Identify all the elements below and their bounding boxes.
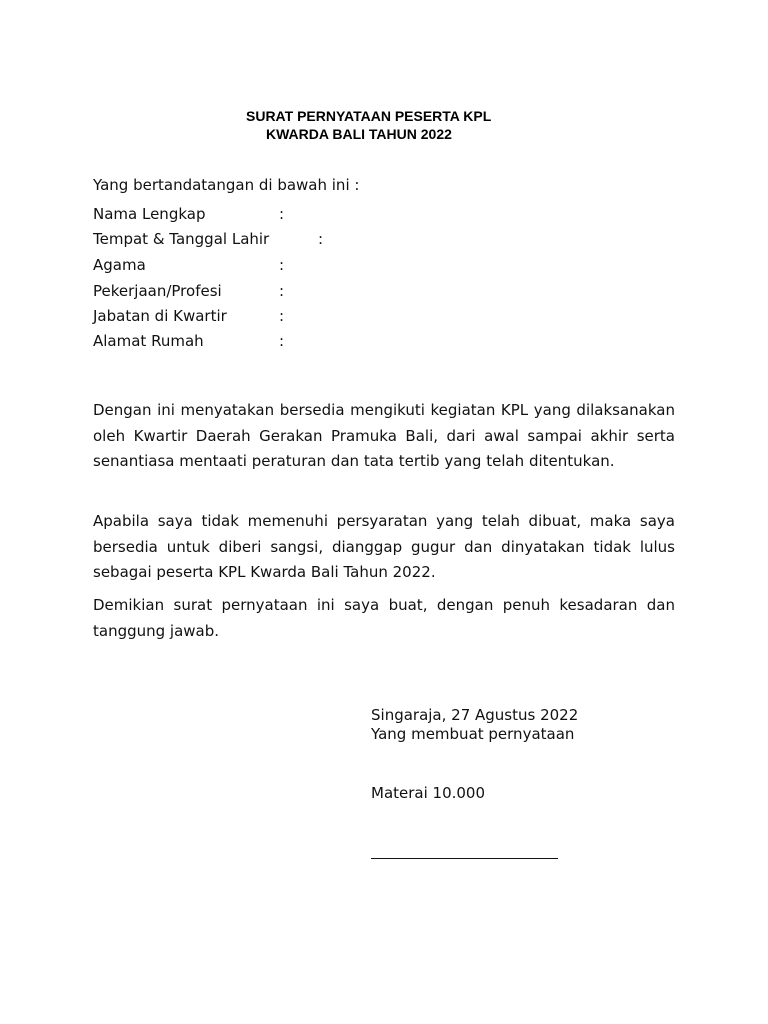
field-colon: : (279, 307, 285, 325)
document-title-line-2: KWARDA BALI TAHUN 2022 (266, 126, 452, 142)
signature-place-date: Singaraja, 27 Agustus 2022 (371, 706, 579, 724)
field-label: Pekerjaan/Profesi (93, 282, 222, 300)
field-colon: : (279, 205, 285, 223)
field-jabatan-di-kwartir (93, 307, 393, 325)
field-label: Agama (93, 256, 146, 274)
statement-paragraph: Dengan ini menyatakan bersedia mengikuti kegiatan KPL yang dilaksanakan oleh Kwartir Daerah Gerakan Pramuka Bali, dari awal sampai akhir serta senantiasa mentaati peraturan dan tata tertib yang telah ditentukan. (93, 401, 675, 471)
field-label: Alamat Rumah (93, 332, 204, 350)
field-colon: : (279, 282, 285, 300)
field-agama (93, 256, 393, 274)
field-label: Jabatan di Kwartir (93, 307, 227, 325)
signature-line (371, 858, 558, 859)
field-nama-lengkap (93, 205, 393, 223)
field-alamat-rumah (93, 332, 393, 350)
field-pekerjaan-profesi (93, 282, 393, 300)
field-label: Nama Lengkap (93, 205, 206, 223)
intro-text: Yang bertandatangan di bawah ini : (93, 176, 360, 194)
field-label: Tempat & Tanggal Lahir (93, 230, 270, 248)
signature-maker-label: Yang membuat pernyataan (371, 725, 575, 743)
field-colon: : (279, 256, 285, 274)
document-title-line-1: SURAT PERNYATAAN PESERTA KPL (246, 108, 492, 124)
field-colon: : (318, 230, 324, 248)
stamp-duty-label: Materai 10.000 (371, 784, 486, 802)
closing-paragraph: Demikian surat pernyataan ini saya buat, dengan penuh kesadaran dan tanggung jawab. (93, 596, 675, 640)
sanction-paragraph: Apabila saya tidak memenuhi persyaratan yang telah dibuat, maka saya bersedia untuk diberi sangsi, dianggap gugur dan dinyatakan tidak lulus sebagai peserta KPL Kwarda Bali Tahun 2022. (93, 512, 675, 582)
field-colon: : (279, 332, 285, 350)
field-tempat-tanggal-lahir (93, 230, 393, 248)
